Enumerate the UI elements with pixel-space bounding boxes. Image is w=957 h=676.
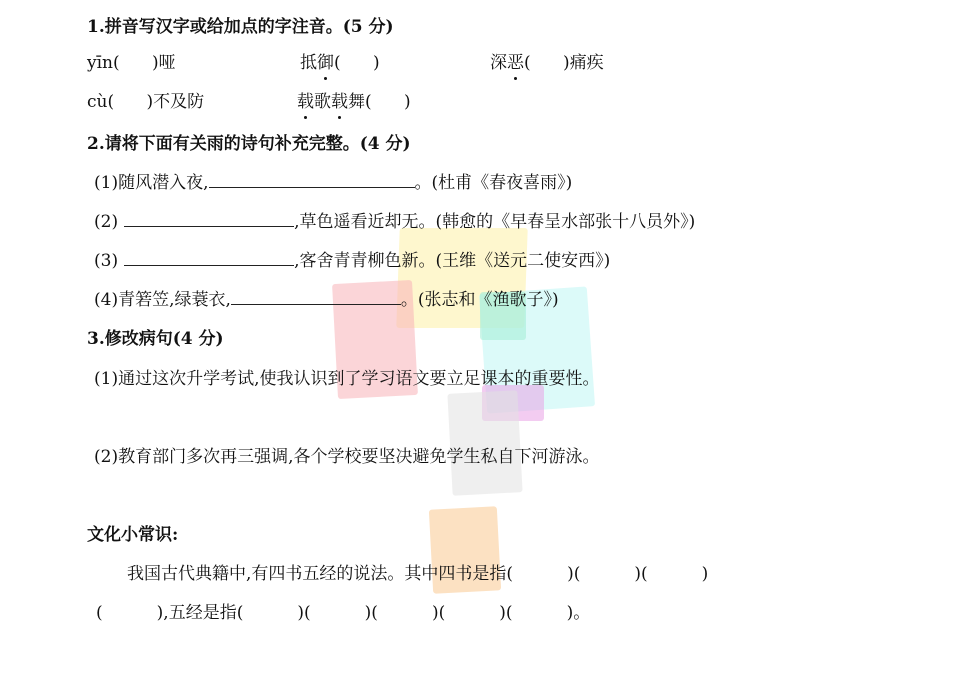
section2-heading: 2.请将下面有关雨的诗句补充完整。(4 分)	[87, 134, 411, 154]
poem-item-1	[94, 172, 572, 194]
culture-line-2: ( ),五经是指( )( )( )( )( )。	[96, 603, 591, 623]
poem-source: 。(杜甫《春夜喜雨》)	[414, 173, 573, 193]
answer-blank: ( )痛疾	[524, 53, 604, 73]
section1-heading: 1.拼音写汉字或给加点的字注音。(5 分)	[87, 17, 394, 37]
poem-text: 青箬笠,绿蓑衣,	[118, 290, 231, 310]
item-number: (2)	[94, 447, 119, 467]
pinyin-item-zaige	[297, 91, 411, 113]
poem-item-3	[94, 250, 610, 272]
sentence-text: 通过这次升学考试,使我认识到了学习语文要立足课本的重要性。	[118, 369, 600, 389]
dotted-char: 御	[317, 53, 334, 73]
item-number: (4)	[94, 290, 119, 310]
pinyin-item-cu: cù( )不及防	[87, 92, 205, 112]
fill-blank[interactable]	[124, 212, 294, 227]
poem-source: ,草色遥看近却无。(韩愈的《早春呈水部张十八员外》)	[294, 212, 696, 232]
fill-blank[interactable]	[124, 251, 294, 266]
char: 深	[490, 53, 507, 73]
item-number: (1)	[94, 173, 119, 193]
culture-heading: 文化小常识:	[87, 525, 179, 545]
sentence-text: 教育部门多次再三强调,各个学校要坚决避免学生私自下河游泳。	[118, 447, 600, 467]
dotted-char: 恶	[507, 53, 524, 73]
poem-source: ,客舍青青柳色新。(王维《送元二使安西》)	[294, 251, 611, 271]
item-number: (2)	[94, 212, 119, 232]
fill-blank[interactable]	[231, 290, 401, 305]
watermark-block-gray	[447, 390, 522, 496]
dotted-char: 载	[297, 92, 314, 112]
pinyin-item-yin: yīn( )哑	[87, 53, 176, 73]
section3-heading: 3.修改病句(4 分)	[87, 329, 224, 349]
poem-item-2	[94, 211, 695, 233]
fill-blank[interactable]	[209, 173, 415, 188]
pinyin-item-shenwu	[490, 52, 604, 74]
culture-line-1: 我国古代典籍中,有四书五经的说法。其中四书是指( )( )( )	[127, 564, 709, 584]
poem-source: 。(张志和《渔歌子》)	[400, 290, 559, 310]
char: 歌	[314, 92, 331, 112]
char: 抵	[300, 53, 317, 73]
poem-item-4	[94, 289, 559, 311]
sentence-item-2	[94, 446, 600, 468]
item-number: (1)	[94, 369, 119, 389]
sentence-item-1	[94, 368, 600, 390]
pinyin-item-diyu	[300, 52, 380, 74]
dotted-char: 载	[331, 92, 348, 112]
answer-blank: ( )	[334, 53, 380, 73]
answer-blank: 舞( )	[348, 92, 411, 112]
poem-text: 随风潜入夜,	[118, 173, 209, 193]
item-number: (3)	[94, 251, 119, 271]
